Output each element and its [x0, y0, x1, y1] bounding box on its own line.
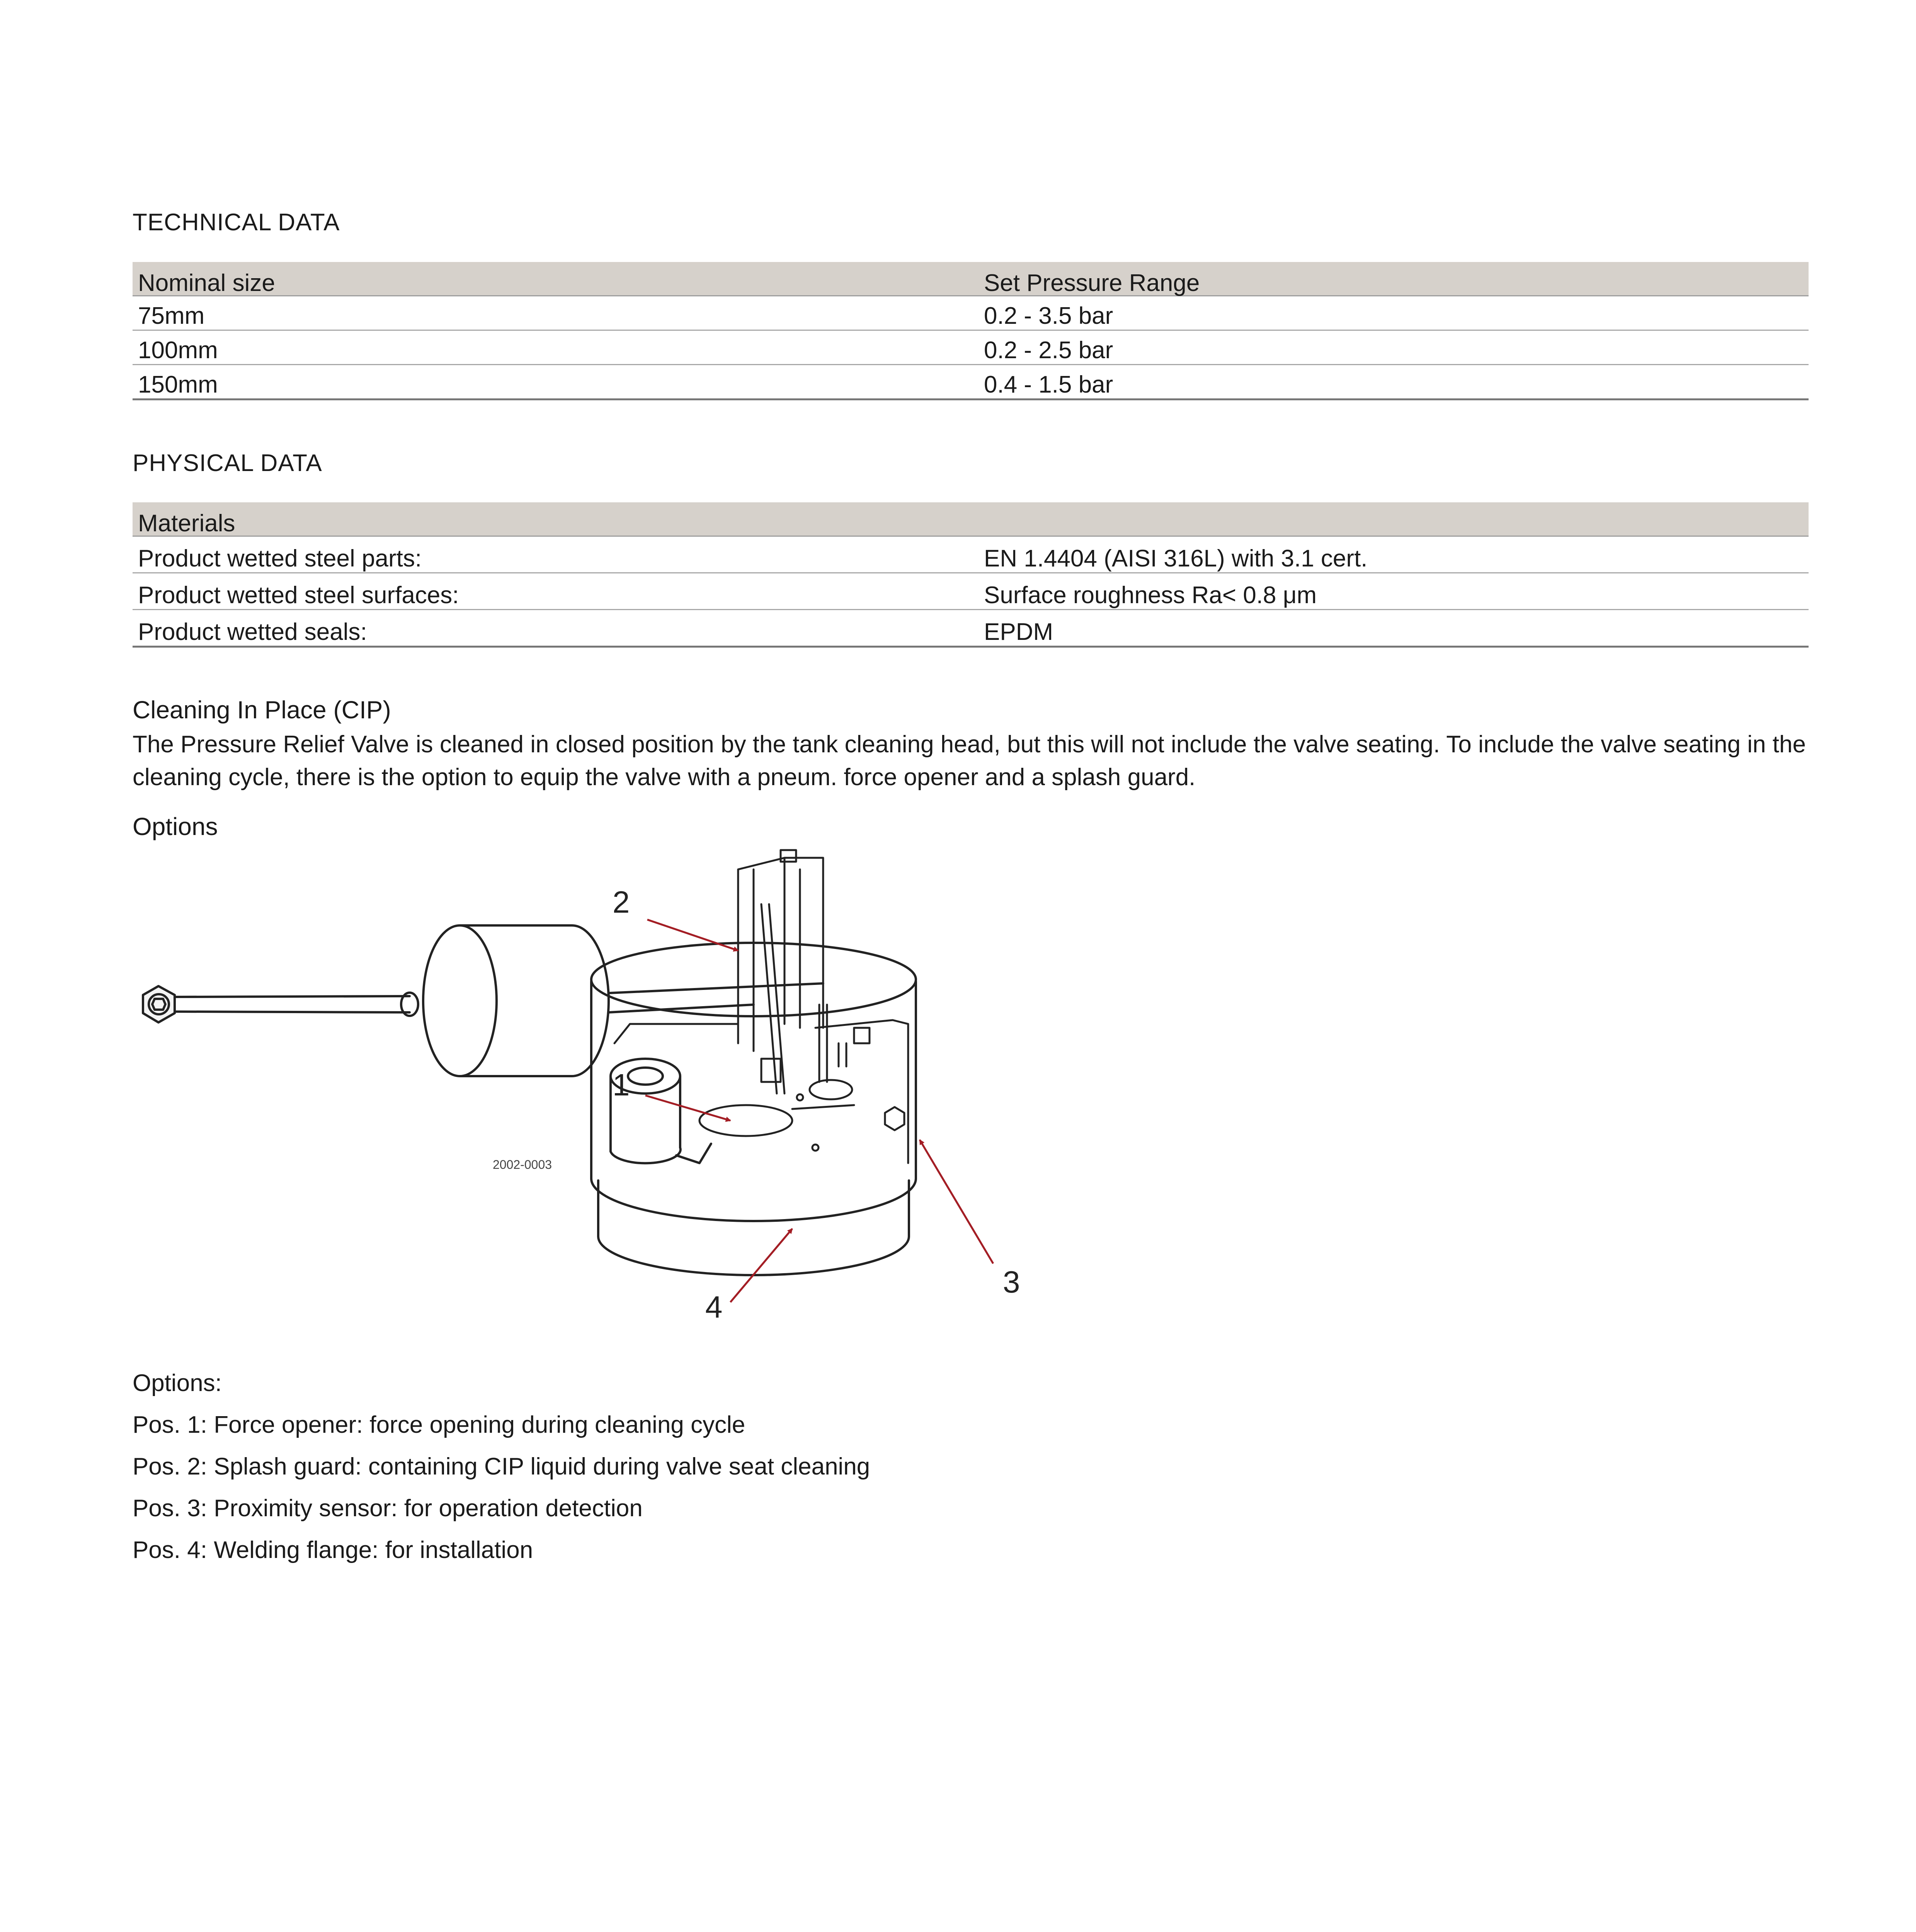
pressure-range-cell: 0.2 - 2.5 bar — [978, 330, 1809, 365]
callout-3: 3 — [1003, 1265, 1020, 1299]
table-header-row — [133, 502, 1809, 536]
table-row — [133, 610, 1809, 647]
bolt-head — [143, 986, 175, 1022]
counterweight — [423, 925, 609, 1076]
list-item: Pos. 4: Welding flange: for installation — [133, 1537, 533, 1563]
pressure-range-cell: 0.4 - 1.5 bar — [978, 365, 1809, 400]
technical-data-title: TECHNICAL DATA — [133, 209, 340, 236]
header-set-pressure-range: Set Pressure Range — [978, 262, 1809, 296]
valve-options-drawing — [128, 842, 1074, 1345]
options-heading: Options — [133, 813, 218, 840]
table-row — [133, 365, 1809, 400]
cip-description: The Pressure Relief Valve is cleaned in closed position by the tank cleaning head, but this will not include the valve seating. To include the valve seating in the cleaning cycle, there is the option to equip the valve with a pneum. force opener and a splash guard. — [133, 731, 1806, 791]
callout-arrows — [645, 920, 993, 1302]
material-label-cell: Product wetted steel parts: — [133, 536, 978, 573]
physical-data-title: PHYSICAL DATA — [133, 450, 322, 476]
arrow-3 — [920, 1140, 993, 1264]
technical-data-table — [133, 262, 1809, 400]
material-value-cell: EN 1.4404 (AISI 316L) with 3.1 cert. — [978, 536, 1809, 573]
material-label-cell: Product wetted seals: — [133, 610, 978, 647]
options-list — [133, 1368, 870, 1577]
welding-flange — [598, 1180, 909, 1275]
header-empty — [978, 502, 1809, 536]
nominal-size-cell: 75mm — [133, 296, 978, 330]
header-materials: Materials — [133, 502, 978, 536]
list-item: Pos. 1: Force opener: force opening during cleaning cycle — [133, 1412, 745, 1438]
nominal-size-cell: 150mm — [133, 365, 978, 400]
table-row — [133, 330, 1809, 365]
weight-rod — [175, 996, 410, 1012]
cip-heading: Cleaning In Place (CIP) — [133, 696, 391, 724]
material-value-cell: Surface roughness Ra< 0.8 μm — [978, 573, 1809, 610]
list-item: Pos. 3: Proximity sensor: for operation detection — [133, 1495, 643, 1522]
pressure-range-cell: 0.2 - 3.5 bar — [978, 296, 1809, 330]
table-row — [133, 296, 1809, 330]
drawing-number: 2002-0003 — [493, 1158, 552, 1172]
arrow-4 — [730, 1229, 792, 1302]
lever-arm — [609, 983, 823, 1012]
list-item: Pos. 2: Splash guard: containing CIP liquid during valve seat cleaning — [133, 1453, 870, 1480]
nominal-size-cell: 100mm — [133, 330, 978, 365]
table-header-row — [133, 262, 1809, 296]
callout-2: 2 — [613, 885, 630, 919]
table-row — [133, 573, 1809, 610]
callout-1: 1 — [613, 1068, 630, 1102]
table-row — [133, 536, 1809, 573]
callout-4: 4 — [705, 1290, 723, 1324]
physical-data-table — [133, 502, 1809, 648]
options-list-title: Options: — [133, 1370, 222, 1396]
material-value-cell: EPDM — [978, 610, 1809, 647]
header-nominal-size: Nominal size — [133, 262, 978, 296]
material-label-cell: Product wetted steel surfaces: — [133, 573, 978, 610]
valve-drawing-svg — [128, 842, 1074, 1345]
